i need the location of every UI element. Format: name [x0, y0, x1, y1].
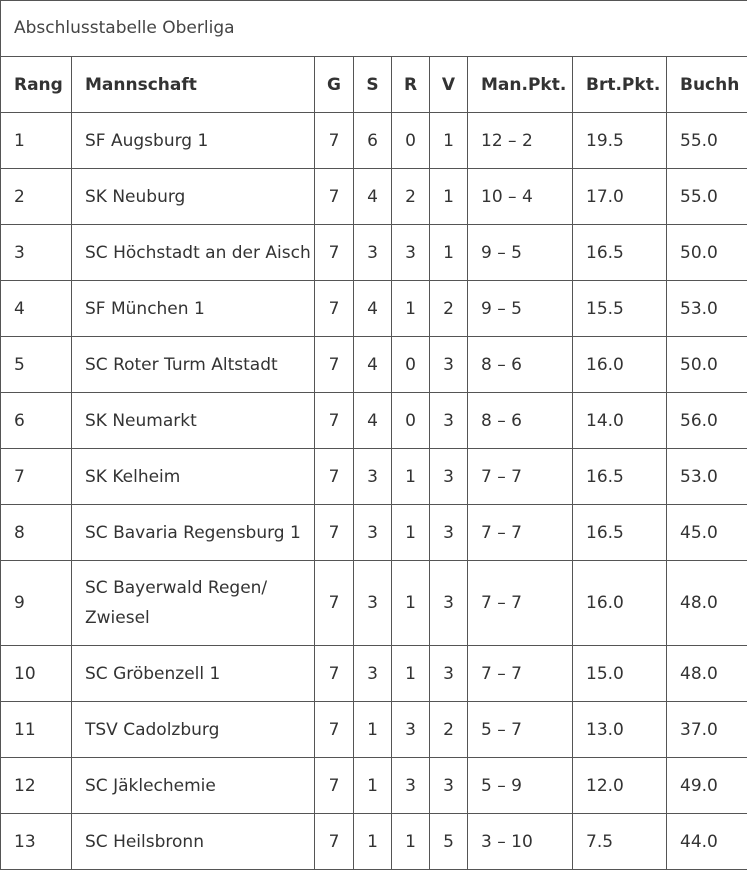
header-row: [1, 57, 747, 113]
cell-r: 1: [392, 646, 430, 702]
cell-brt-pkt: 16.0: [573, 561, 667, 646]
cell-buchh: 50.0: [667, 225, 747, 281]
table-row: [1, 505, 747, 561]
table-row: [1, 561, 747, 646]
cell-buchh: 37.0: [667, 702, 747, 758]
header-g: G: [315, 57, 354, 113]
cell-rang: 10: [1, 646, 72, 702]
table-row: [1, 758, 747, 814]
cell-r: 0: [392, 393, 430, 449]
cell-rang: 13: [1, 814, 72, 870]
cell-r: 1: [392, 561, 430, 646]
cell-brt-pkt: 16.5: [573, 505, 667, 561]
cell-mannschaft: SK Neumarkt: [72, 393, 315, 449]
cell-buchh: 55.0: [667, 169, 747, 225]
cell-mannschaft: SK Neuburg: [72, 169, 315, 225]
cell-mannschaft: SC Bavaria Regensburg 1: [72, 505, 315, 561]
cell-man-pkt: 8 – 6: [468, 337, 573, 393]
cell-man-pkt: 7 – 7: [468, 505, 573, 561]
cell-r: 3: [392, 702, 430, 758]
cell-mannschaft: TSV Cadolzburg: [72, 702, 315, 758]
cell-r: 1: [392, 505, 430, 561]
table-row: [1, 814, 747, 870]
cell-s: 3: [354, 225, 392, 281]
cell-v: 3: [430, 758, 468, 814]
table-row: [1, 702, 747, 758]
cell-s: 3: [354, 505, 392, 561]
cell-rang: 8: [1, 505, 72, 561]
table-body: [1, 113, 747, 870]
cell-s: 4: [354, 337, 392, 393]
cell-mannschaft: SF Augsburg 1: [72, 113, 315, 169]
cell-r: 3: [392, 225, 430, 281]
cell-buchh: 48.0: [667, 646, 747, 702]
cell-s: 1: [354, 702, 392, 758]
cell-v: 3: [430, 337, 468, 393]
cell-v: 1: [430, 169, 468, 225]
cell-man-pkt: 7 – 7: [468, 646, 573, 702]
cell-v: 3: [430, 505, 468, 561]
cell-brt-pkt: 16.5: [573, 225, 667, 281]
cell-mannschaft: SK Kelheim: [72, 449, 315, 505]
cell-v: 2: [430, 281, 468, 337]
cell-brt-pkt: 12.0: [573, 758, 667, 814]
cell-v: 2: [430, 702, 468, 758]
header-v: V: [430, 57, 468, 113]
cell-mannschaft: SF München 1: [72, 281, 315, 337]
cell-mannschaft: SC Roter Turm Altstadt: [72, 337, 315, 393]
cell-s: 6: [354, 113, 392, 169]
cell-rang: 12: [1, 758, 72, 814]
cell-v: 3: [430, 393, 468, 449]
cell-r: 1: [392, 814, 430, 870]
cell-man-pkt: 7 – 7: [468, 561, 573, 646]
cell-v: 3: [430, 449, 468, 505]
cell-v: 3: [430, 561, 468, 646]
cell-brt-pkt: 13.0: [573, 702, 667, 758]
cell-s: 3: [354, 449, 392, 505]
cell-g: 7: [315, 449, 354, 505]
cell-brt-pkt: 16.0: [573, 337, 667, 393]
cell-g: 7: [315, 393, 354, 449]
header-brt-pkt: Brt.Pkt.: [573, 57, 667, 113]
cell-rang: 1: [1, 113, 72, 169]
header-mannschaft: Mannschaft: [72, 57, 315, 113]
cell-brt-pkt: 15.5: [573, 281, 667, 337]
cell-man-pkt: 9 – 5: [468, 281, 573, 337]
table-row: [1, 225, 747, 281]
cell-rang: 11: [1, 702, 72, 758]
cell-r: 1: [392, 281, 430, 337]
table-row: [1, 113, 747, 169]
cell-s: 3: [354, 646, 392, 702]
cell-v: 1: [430, 225, 468, 281]
cell-man-pkt: 3 – 10: [468, 814, 573, 870]
cell-g: 7: [315, 225, 354, 281]
header-r: R: [392, 57, 430, 113]
cell-brt-pkt: 7.5: [573, 814, 667, 870]
cell-s: 3: [354, 561, 392, 646]
header-rang: Rang: [1, 57, 72, 113]
cell-v: 5: [430, 814, 468, 870]
table-row: [1, 281, 747, 337]
cell-mannschaft: SC Jäklechemie: [72, 758, 315, 814]
cell-man-pkt: 9 – 5: [468, 225, 573, 281]
table-row: [1, 393, 747, 449]
cell-r: 2: [392, 169, 430, 225]
cell-s: 4: [354, 169, 392, 225]
header-buchh: Buchh: [667, 57, 747, 113]
cell-buchh: 45.0: [667, 505, 747, 561]
cell-man-pkt: 5 – 9: [468, 758, 573, 814]
cell-buchh: 48.0: [667, 561, 747, 646]
table-caption: Abschlusstabelle Oberliga: [0, 0, 747, 56]
cell-g: 7: [315, 113, 354, 169]
table-row: [1, 646, 747, 702]
cell-g: 7: [315, 758, 354, 814]
cell-s: 1: [354, 814, 392, 870]
cell-man-pkt: 10 – 4: [468, 169, 573, 225]
cell-man-pkt: 8 – 6: [468, 393, 573, 449]
header-man-pkt: Man.Pkt.: [468, 57, 573, 113]
cell-buchh: 49.0: [667, 758, 747, 814]
table-row: [1, 449, 747, 505]
cell-rang: 7: [1, 449, 72, 505]
cell-mannschaft: SC Höchstadt an der Aisch: [72, 225, 315, 281]
cell-brt-pkt: 16.5: [573, 449, 667, 505]
cell-rang: 3: [1, 225, 72, 281]
cell-buchh: 53.0: [667, 281, 747, 337]
cell-rang: 4: [1, 281, 72, 337]
cell-man-pkt: 7 – 7: [468, 449, 573, 505]
cell-v: 1: [430, 113, 468, 169]
cell-g: 7: [315, 561, 354, 646]
cell-v: 3: [430, 646, 468, 702]
cell-mannschaft: SC Bayerwald Regen/ Zwiesel: [72, 561, 315, 646]
cell-buchh: 50.0: [667, 337, 747, 393]
cell-buchh: 56.0: [667, 393, 747, 449]
cell-g: 7: [315, 337, 354, 393]
header-s: S: [354, 57, 392, 113]
cell-s: 1: [354, 758, 392, 814]
cell-s: 4: [354, 281, 392, 337]
cell-buchh: 53.0: [667, 449, 747, 505]
cell-rang: 6: [1, 393, 72, 449]
cell-g: 7: [315, 702, 354, 758]
cell-s: 4: [354, 393, 392, 449]
cell-g: 7: [315, 169, 354, 225]
cell-man-pkt: 12 – 2: [468, 113, 573, 169]
cell-g: 7: [315, 814, 354, 870]
cell-man-pkt: 5 – 7: [468, 702, 573, 758]
cell-r: 0: [392, 113, 430, 169]
cell-buchh: 55.0: [667, 113, 747, 169]
cell-brt-pkt: 17.0: [573, 169, 667, 225]
cell-g: 7: [315, 646, 354, 702]
table-row: [1, 169, 747, 225]
cell-mannschaft: SC Heilsbronn: [72, 814, 315, 870]
cell-g: 7: [315, 505, 354, 561]
cell-brt-pkt: 14.0: [573, 393, 667, 449]
cell-rang: 5: [1, 337, 72, 393]
cell-brt-pkt: 15.0: [573, 646, 667, 702]
cell-brt-pkt: 19.5: [573, 113, 667, 169]
cell-mannschaft: SC Gröbenzell 1: [72, 646, 315, 702]
cell-r: 3: [392, 758, 430, 814]
cell-buchh: 44.0: [667, 814, 747, 870]
cell-rang: 9: [1, 561, 72, 646]
cell-r: 1: [392, 449, 430, 505]
cell-rang: 2: [1, 169, 72, 225]
cell-r: 0: [392, 337, 430, 393]
cell-g: 7: [315, 281, 354, 337]
table-row: [1, 337, 747, 393]
